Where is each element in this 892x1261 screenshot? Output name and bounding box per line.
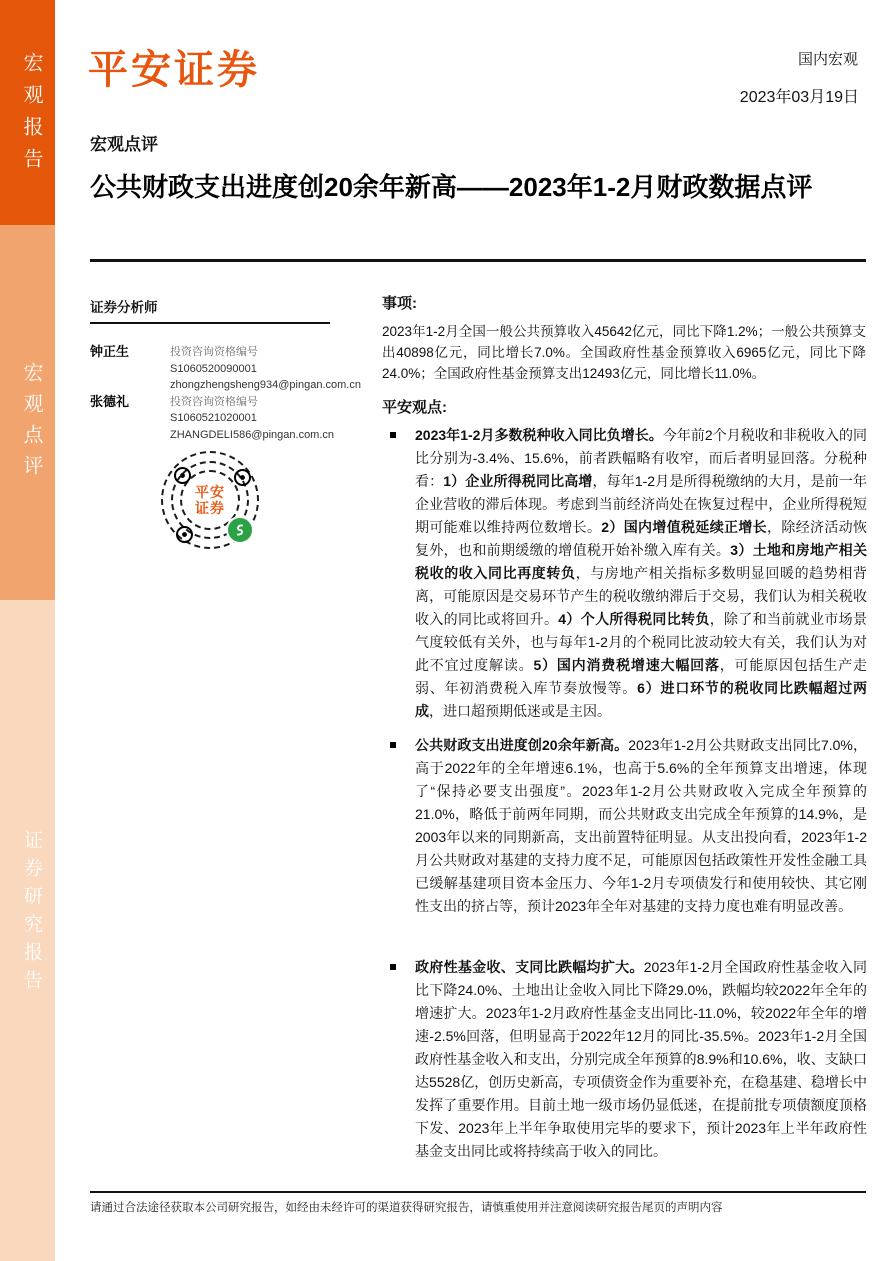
report-date: 2023年03月19日 bbox=[739, 89, 859, 106]
matters-body: 2023年1-2月全国一般公共预算收入45642亿元，同比下降1.2%；一般公共预算支出40898亿元，同比增长7.0%。全国政府性基金预算收入6965亿元，同比下降24.0%；全国政府性基金预算支出12493亿元，同比增长11.0%。 bbox=[382, 324, 866, 381]
opinion-bullet-3 bbox=[390, 956, 867, 1163]
analyst-row bbox=[90, 394, 380, 444]
bullet-square-icon bbox=[390, 964, 396, 970]
qr-finder-icon bbox=[174, 467, 191, 484]
sidebar-label-macro-report: 宏观报告 bbox=[20, 52, 42, 180]
bullet-square-icon bbox=[390, 742, 396, 748]
qr-finder-icon bbox=[234, 469, 251, 486]
analyst-row bbox=[90, 344, 380, 394]
analyst-email: zhongzhengsheng934@pingan.com.cn bbox=[170, 379, 361, 391]
opinion-bullet-text: 公共财政支出进度创20余年新高。2023年1-2月公共财政支出同比7.0%，高于2022年的全年增速6.1%，也高于5.6%的全年预算支出增速，体现了“保持必要支出强度”。2023年1-2月公共财政收入完成全年预算的21.0%，略低于前两年同期，而公共财政支出完成全年预算的14.9%，是2003年以来的同期新高，支出前置特征明显。从支出投向看，2023年1-2月公共财政对基建的支持力度不足，可能原因包括政策性开发性金融工具已缓解基建项目资本金压力、今年1-2月专项债发行和使用较快、其它刚性支出的挤占等，预计2023年全年对基建的支持力度也难有明显改善。 bbox=[415, 737, 867, 914]
analyst-email: ZHANGDELI586@pingan.com.cn bbox=[170, 428, 335, 441]
analysts-list bbox=[90, 344, 380, 443]
analysts-divider bbox=[90, 322, 330, 324]
analyst-name: 张德礼 bbox=[90, 393, 130, 409]
analyst-cert-label: 投资咨询资格编号 bbox=[170, 346, 258, 358]
report-type-heading: 宏观点评 bbox=[90, 135, 158, 154]
matters-heading: 事项: bbox=[382, 295, 417, 312]
opinion-bullet-2 bbox=[390, 734, 867, 918]
qr-code bbox=[160, 450, 260, 550]
analyst-cert-no: S1060520090001 bbox=[170, 362, 257, 375]
opinion-bullet-text: 政府性基金收、支同比跌幅均扩大。2023年1-2月全国政府性基金收入同比下降24.0%、土地出让金收入同比下降29.0%，跌幅均较2022年全年的增速扩大。2023年1-2月政府性基金支出同比-11.0%，较2022年全年的增速-2.5%回落，但明显高于2022年12月的同比-35.5%。2023年1-2月全国政府性基金收入和支出，分别完成全年预算的8.9%和10.6%，收、支缺口达5528亿，创历史新高，专项债资金作为重要补充，在稳基建、稳增长中发挥了重要作用。目前土地一级市场仍显低迷，在提前批专项债额度顶格下发、2023年上半年争取使用完毕的要求下，预计2023年上半年政府性基金支出同比或将持续高于收入的同比。 bbox=[415, 959, 867, 1159]
qr-finder-icon bbox=[176, 526, 193, 543]
sidebar-label-research-report: 证券研究报告 bbox=[21, 830, 42, 998]
bullet-square-icon bbox=[390, 432, 396, 438]
analyst-cert-no: S1060521020001 bbox=[170, 412, 257, 424]
title-divider bbox=[90, 259, 866, 262]
opinions-heading: 平安观点: bbox=[382, 399, 447, 416]
page-title: 公共财政支出进度创20余年新高——2023年1-2月财政数据点评 bbox=[90, 172, 813, 202]
opinion-bullet-text: 2023年1-2月多数税种收入同比负增长。今年前2个月税收和非税收入的同比分别为-3.4%、15.6%，前者跌幅略有收窄，而后者明显回落。分税种看：1）企业所得税同比高增，每年1-2月是所得税缴纳的大月，是前一年企业营收的滞后体现。考虑到当前经济尚处在恢复过程中，企业所得税短期可能难以维持两位数增长。2）国内增值税延续正增长，除经济活动恢复外，也和前期缓缴的增值税开始补缴入库有关。3）土地和房地产相关税收的收入同比再度转负，与房地产相关指标多数明显回暖的趋势相背离，可能原因是交易环节产生的税收缴纳滞后于交易，我们认为相关税收收入的同比或将回升。4）个人所得税同比转负，除了和当前就业市场景气度较低有关外，也与每年1-2月的个税同比波动较大有关，我们认为对此不宜过度解读。5）国内消费税增速大幅回落，可能原因包括生产走弱、年初消费税入库节奏放慢等。6）进口环节的税收同比跌幅超过两成，进口超预期低迷或是主因。 bbox=[415, 427, 868, 719]
qr-center-label: 平安 证券 bbox=[186, 476, 234, 524]
wechat-icon bbox=[226, 516, 254, 544]
analyst-name: 钟正生 bbox=[90, 344, 130, 359]
footer-divider bbox=[90, 1191, 866, 1193]
report-category: 国内宏观 bbox=[797, 51, 858, 68]
footer-disclaimer: 请通过合法途径获取本公司研究报告，如经由未经许可的渠道获得研究报告，请慎重使用并注意阅读研究报告尾页的声明内容 bbox=[90, 1202, 723, 1214]
brand-logo: 平安证券 bbox=[88, 48, 260, 92]
analysts-heading: 证券分析师 bbox=[90, 300, 158, 315]
sidebar-label-macro-comment: 宏观点评 bbox=[20, 362, 42, 486]
analyst-cert-label: 投资咨询资格编号 bbox=[170, 395, 258, 408]
opinion-bullet-1 bbox=[390, 424, 867, 723]
